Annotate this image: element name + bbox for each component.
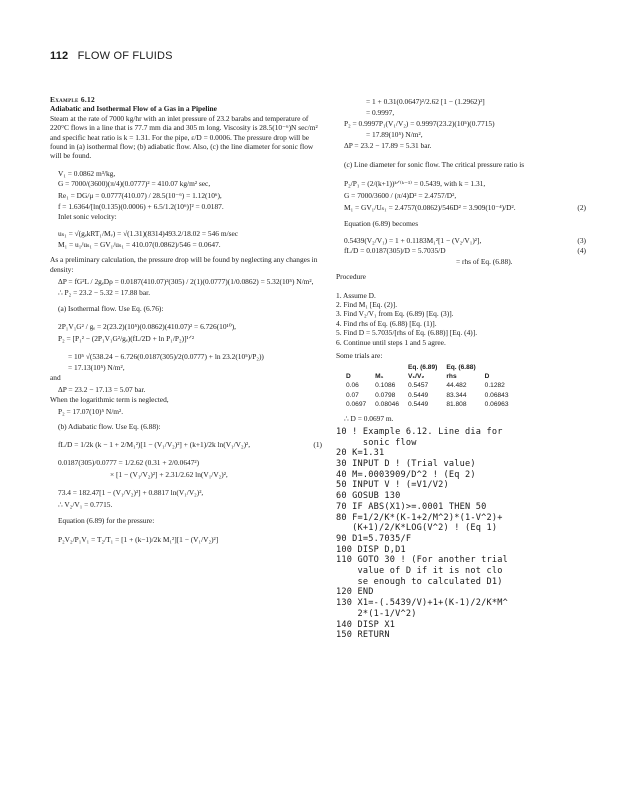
code-line: 150 RETURN [336, 630, 390, 641]
equation-adiabatic-3: × [1 − (V₁/V₂)²] + 2.31/2.62 ln(V₁/V₂)², [110, 470, 228, 480]
trials-eq-header-row [346, 363, 518, 372]
equation-reynolds: Re₁ = DG/μ = 0.0777(410.07) / 28.5(10⁻⁶) = 1.12(10⁶), [58, 190, 222, 200]
table-cell: 0.07 [346, 391, 359, 399]
equation-r1: = 1 + 0.31(0.0647)²/2.62 [1 − (1.2962)²] [366, 97, 485, 106]
table-row [346, 400, 518, 409]
equation-iso-5: ΔP = 23.2 − 17.13 = 5.07 bar. [58, 384, 146, 394]
equation-c1: P₂/P₁ = (2/(k+1))ᵏᐟ⁽ᵏ⁻¹⁾ = 0.5439, with k = 1.31, [344, 178, 486, 188]
equation-iso-4: = 17.13(10⁵) N/m², [68, 362, 125, 372]
table-cell: 0.0798 [375, 391, 396, 399]
running-title: FLOW OF FLUIDS [77, 50, 173, 62]
code-line: 110 GOTO 30 ! (For another trial [336, 555, 508, 566]
part-a-heading: (a) Isothermal flow. Use Eq. (6.76): [58, 303, 164, 313]
procedure-heading: Procedure [336, 272, 366, 282]
table-cell: 0.1282 [484, 382, 505, 390]
equation-r4: = 17.89(10⁵) N/m², [366, 130, 423, 140]
equation-mach: M₁ = u₁/uₛ₁ = GV₁/uₛ₁ = 410.07(0.0862)/546 = 0.0647. [58, 239, 221, 249]
equation-r5: ΔP = 23.2 − 17.89 = 5.31 bar. [344, 140, 432, 150]
equation-iso-6: P₂ = 17.07(10)⁵ N/m². [58, 406, 124, 416]
table-cell: 0.06963 [484, 401, 509, 409]
code-line: 10 ! Example 6.12. Line dia for [336, 426, 503, 437]
table-cell: 81.808 [446, 401, 467, 409]
equation-c3-text: M₁ = GV₁/Uₛ₁ = 2.4757(0.0862)/546D² = 3.909(10⁻⁴)/D². [344, 202, 516, 212]
table-cell: 0.08046 [375, 401, 400, 409]
code-line: se enough to calculated D1) [336, 576, 503, 587]
equation-g: G = 7000/(3600)(π/4)(0.0777)² = 410.07 kg/m² sec, [58, 179, 211, 189]
equation-adiabatic-4: 73.4 = 182.47[1 − (V₁/V₂)²] + 0.8817 ln(V₁/V₂)², [58, 488, 204, 498]
trials-header-row [346, 372, 518, 381]
code-line: 100 DISP D,D1 [336, 544, 406, 555]
equation-pressure-drop: ΔP = fG²L / 2gₑDρ = 0.0187(410.07)²(305) / 2(1)(0.0777)(1/0.0862) = 5.32(10⁵) N/m², [58, 277, 314, 287]
equation-c4 [344, 236, 586, 245]
code-line: 30 INPUT D ! (Trial value) [336, 459, 476, 470]
trials-eq-header: Eq. (6.88) [446, 363, 476, 371]
table-cell: 83.344 [446, 391, 467, 399]
example-label: Example 6.12 [50, 95, 95, 104]
code-line: 60 GOSUB 130 [336, 491, 401, 502]
equation-adiabatic-6: P₂V₂/P₁V₁ = T₂/T₁ = [1 + (k−1)/2k M₁²][1 − (V₁/V₂)²] [58, 534, 219, 544]
part-b-heading: (b) Adiabatic flow. Use Eq. (6.88): [58, 421, 161, 431]
code-line: sonic flow [336, 437, 417, 448]
result-line: ∴ D = 0.0697 m. [344, 413, 394, 423]
equation-number-2: (2) [577, 202, 586, 212]
code-line: 80 F=1/2/K*(K-1+2/M^2)*(1-V^2)+ [336, 512, 503, 523]
code-line: (K+1)/2/K*LOG(V^2) ! (Eq 1) [336, 523, 498, 534]
trials-eq-header [375, 363, 408, 372]
code-line: 140 DISP X1 [336, 619, 396, 630]
equation-number-1: (1) [313, 440, 322, 450]
equation-sonic-velocity: uₛ₁ = √(gₑkRT₁/Mᵥ) = √(1.31)(8314)493.2/18.02 = 546 m/sec [58, 229, 239, 239]
table-cell: 0.1086 [375, 382, 396, 390]
code-line: value of D if it is not clo [336, 566, 503, 577]
eq689-label: Equation (6.89) for the pressure: [58, 516, 155, 526]
code-line: 40 M=.0003909/D^2 ! (Eq 2) [336, 469, 476, 480]
equation-adiabatic-5: ∴ V₂/V₁ = 0.7715. [58, 500, 113, 510]
equation-r2: = 0.9997, [366, 108, 395, 117]
code-line: 20 K=1.31 [336, 448, 385, 459]
equation-number-4: (4) [577, 246, 586, 256]
equation-c3 [344, 202, 586, 213]
trials-eq-header [346, 363, 375, 372]
trials-header: M₁ [375, 372, 384, 380]
inlet-sonic-label: Inlet sonic velocity: [58, 212, 117, 222]
equation-adiabatic-1-text: fL/D = 1/2k (k − 1 + 2/M₁²)[1 − (V₁/V₂)²] + (k+1)/2k ln(V₁/V₂)², [58, 440, 251, 450]
trials-header: rhs [446, 372, 457, 380]
equation-number-3: (3) [577, 236, 586, 246]
part-c-heading: (c) Line diameter for sonic flow. The critical pressure ratio is [344, 160, 525, 170]
right-column [336, 95, 586, 641]
table-cell: 0.06 [346, 382, 359, 390]
table-cell: 0.5449 [408, 391, 429, 399]
equation-c5 [344, 246, 586, 255]
table-cell: 0.5457 [408, 382, 429, 390]
procedure-step: 3. Find V₂/V₁ from Eq. (6.89) [Eq. (3)]. [336, 309, 454, 319]
table-row [346, 391, 518, 400]
problem-statement: Steam at the rate of 7000 kg/hr with an inlet pressure of 23.2 barabs and temperature of 220°C flows in a line that is 77.7 mm dia and 305 m long. Viscosity is 28.5(10⁻⁶)N sec/m² and specific heat ratio is k = 1.31. For the pipe, ε/D = 0.0006. The pressure drop will be found in (a) isothermal flow; (b) adiabatic flow. Also, (c) the line diameter for sonic flow will be found. [50, 113, 318, 161]
equation-adiabatic-1 [58, 439, 322, 450]
trials-table [346, 363, 518, 410]
running-header [50, 50, 173, 62]
equation-iso-2: P₂ = [P₁² − (2P₁V₁G²/gₑ)(fL/2D + ln P₁/P₂)]¹ᐟ² [58, 333, 195, 343]
code-line: 50 INPUT V ! (=V1/V2) [336, 480, 449, 491]
example-title: Adiabatic and Isothermal Flow of a Gas in a Pipeline [50, 104, 217, 114]
table-row [346, 381, 518, 390]
code-line: 130 X1=-(.5439/V)+1+(K-1)/2/K*M^ [336, 598, 508, 609]
log-neglected-text: When the logarithmic term is neglected, [50, 395, 169, 405]
equation-v1: V₁ = 0.0862 m³/kg, [58, 168, 116, 178]
trials-eq-header [485, 363, 518, 372]
procedure-step: 6. Continue until steps 1 and 5 agree. [336, 337, 446, 347]
left-column [50, 95, 322, 546]
table-cell: 0.5449 [408, 401, 429, 409]
trials-header: V₁/V₂ [408, 372, 425, 380]
trials-header: D [346, 372, 351, 380]
code-line: 90 D1=5.7035/F [336, 533, 412, 544]
equation-c2: G = 7000/3600 / (π/4)D² = 2.4757/D², [344, 190, 457, 200]
equation-iso-1: 2P₁V₁G² / gₑ = 2(23.2)(10⁵)(0.0862)(410.07)² = 6.726(10¹⁰), [58, 321, 237, 331]
basic-program-listing [336, 427, 586, 641]
code-line: 70 IF ABS(X1)>=.0001 THEN 50 [336, 501, 487, 512]
equation-adiabatic-2: 0.0187(305)/0.0777 = 1/2.62 (0.31 + 2/0.0647²) [58, 458, 200, 468]
eq689-becomes: Equation (6.89) becomes [344, 218, 419, 228]
preliminary-text: As a preliminary calculation, the pressure drop will be found by neglecting any changes in density: [50, 255, 318, 274]
table-cell: 0.0697 [346, 401, 367, 409]
equation-c6: = rhs of Eq. (6.88). [456, 256, 513, 266]
trials-label: Some trials are: [336, 351, 383, 361]
table-cell: 0.06843 [484, 391, 509, 399]
equation-friction: f = 1.6364/[ln(0.135)(0.0006) + 6.5/1.2(10⁶)]² = 0.0187. [58, 201, 224, 211]
procedure-step: 4. Find rhs of Eq. (6.88) [Eq. (1)]. [336, 318, 437, 328]
equation-r3: P₂ = 0.9997P₁(V₁/V₂) = 0.9997(23.2)(10⁵)(0.7715) [344, 119, 495, 129]
page-number: 112 [50, 50, 69, 62]
equation-c5-text: fL/D = 0.0187(305)/D = 5.7035/D [344, 246, 446, 256]
trials-eq-header: Eq. (6.89) [408, 363, 438, 371]
trials-header: D [484, 372, 490, 380]
procedure-steps [336, 291, 586, 347]
procedure-step: 1. Assume D. [336, 290, 376, 300]
code-line: 120 END [336, 587, 374, 598]
equation-c4-text: 0.5439(V₂/V₁) = 1 + 0.1183M₁²[1 − (V₂/V₁)²], [344, 236, 482, 246]
table-cell: 44.482 [446, 382, 467, 390]
code-line: 2*(1-1/V^2) [336, 608, 417, 619]
equation-iso-3: = 10⁵ √(538.24 − 6.726(0.0187(305)/2(0.0777) + ln 23.2(10⁵)/P₂)) [68, 351, 264, 361]
equation-p2-prelim: ∴ P₂ = 23.2 − 5.32 = 17.88 bar. [58, 288, 151, 298]
procedure-step: 5. Find D = 5.7035/[rhs of Eq. (6.88)] [Eq. (4)]. [336, 328, 478, 338]
and-text: and [50, 373, 61, 383]
procedure-step: 2. Find M₁ [Eq. (2)]. [336, 300, 398, 310]
